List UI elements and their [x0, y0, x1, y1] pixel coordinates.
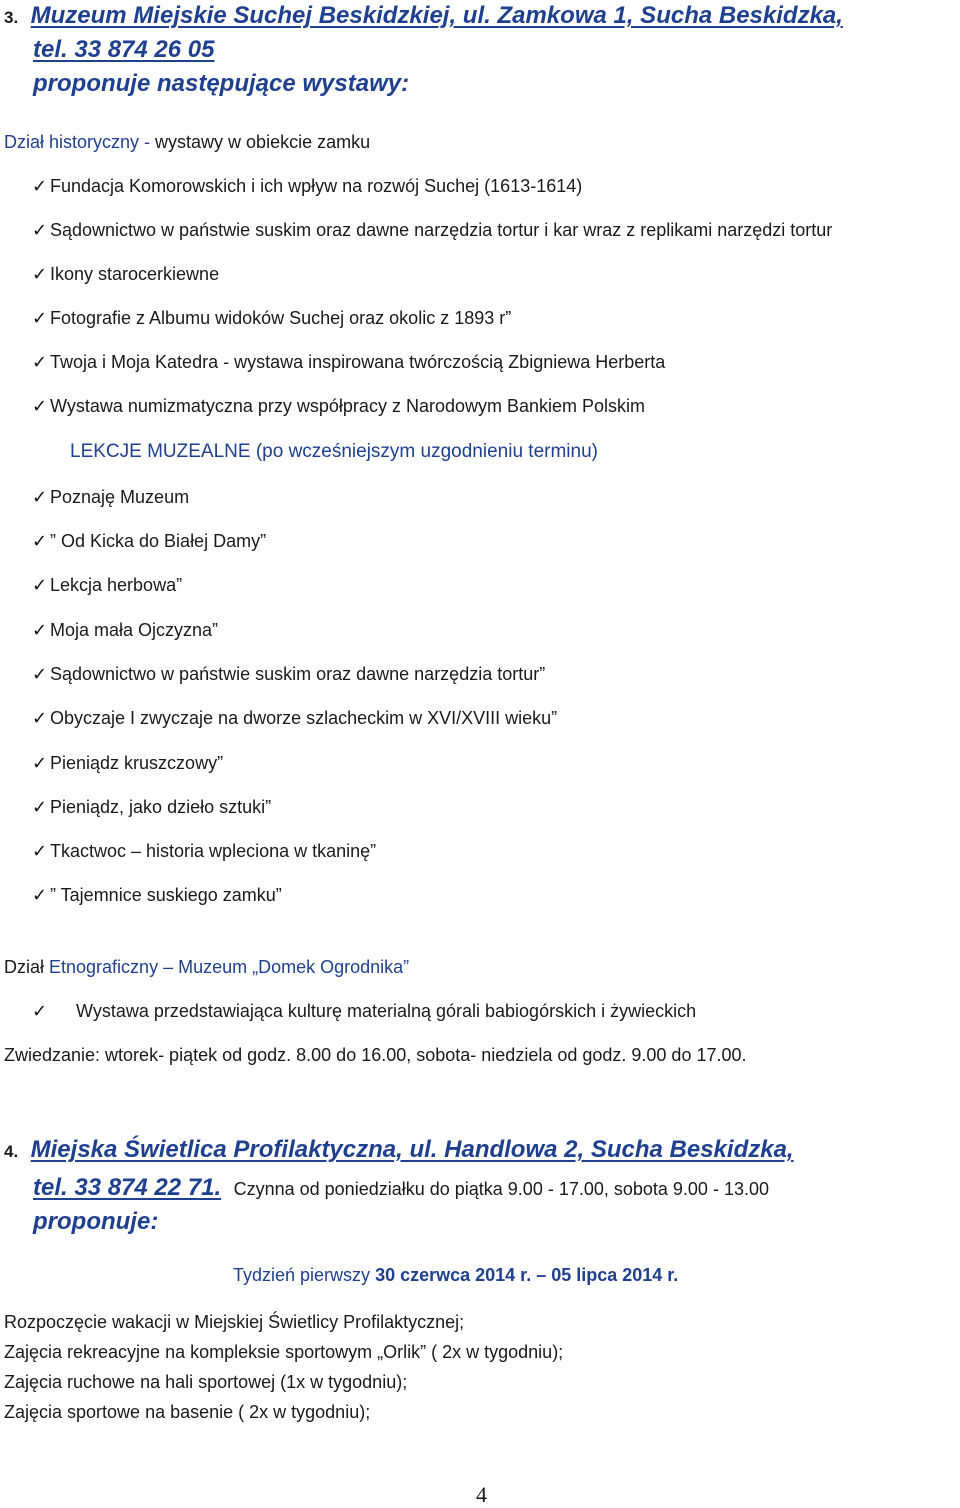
museum-lessons-note: (po wcześniejszym uzgodnieniu terminu) [250, 441, 598, 462]
center-contact-line [33, 1174, 769, 1202]
check-icon: ✓ [32, 220, 48, 240]
list-item: ✓ Sądownictwo w państwie suskim oraz dawne narzędzia tortur” [32, 664, 546, 684]
list-item: ✓ ” Od Kicka do Białej Damy” [32, 531, 267, 551]
historical-department [4, 132, 370, 153]
list-item: ✓ Wystawa przedstawiająca kulturę materialną górali babiogórskich i żywieckich [32, 1001, 697, 1021]
ethnographic-label-a: Dział [4, 957, 50, 977]
activity-line: Rozpoczęcie wakacji w Miejskiej Świetlicy Profilaktycznej; [4, 1312, 465, 1332]
center-phone: tel. 33 874 22 71. [33, 1174, 222, 1201]
check-icon: ✓ [32, 575, 48, 595]
section-4-heading [4, 1136, 794, 1164]
check-icon: ✓ [32, 396, 48, 416]
check-icon: ✓ [32, 531, 48, 551]
center-title: Miejska Świetlica Profilaktyczna, ul. Handlowa 2, Sucha Beskidzka, [30, 1136, 794, 1163]
museum-lessons-label: LEKCJE MUZEALNE [70, 441, 251, 462]
page-number: 4 [476, 1482, 487, 1507]
list-item: ✓ Sądownictwo w państwie suskim oraz dawne narzędzia tortur i kar wraz z replikami narzędzi tortur [32, 220, 833, 240]
center-hours: Czynna od poniedziałku do piątka 9.00 - 17.00, sobota 9.00 - 13.00 [233, 1179, 769, 1199]
museum-subtitle: proponuje następujące wystawy: [33, 70, 410, 97]
historical-department-label: Dział historyczny - [4, 132, 151, 152]
check-icon: ✓ [32, 797, 48, 817]
historical-department-desc: wystawy w obiekcie zamku [150, 132, 371, 152]
list-item: ✓ Ikony starocerkiewne [32, 264, 220, 284]
ethnographic-label-b: Etnograficzny – Muzeum „Domek Ogrodnika” [49, 957, 410, 977]
ethnographic-department [4, 957, 409, 978]
section-number: 3. [4, 8, 19, 27]
list-item: ✓ Tkactwoc – historia wpleciona w tkaninę” [32, 841, 377, 861]
week-label: Tydzień pierwszy [233, 1265, 376, 1285]
check-icon: ✓ [32, 1001, 48, 1021]
section-3-heading [4, 2, 843, 30]
check-icon: ✓ [32, 176, 48, 196]
list-item: ✓ Pieniądz, jako dzieło sztuki” [32, 797, 272, 817]
week-dates: 30 czerwca 2014 r. – 05 lipca 2014 r. [375, 1265, 679, 1285]
check-icon: ✓ [32, 620, 48, 640]
check-icon: ✓ [32, 753, 48, 773]
activity-line: Zajęcia rekreacyjne na kompleksie sportowym „Orlik” ( 2x w tygodniu); [4, 1342, 564, 1362]
activity-line: Zajęcia ruchowe na hali sportowej (1x w tygodniu); [4, 1372, 408, 1392]
list-item: ✓ Obyczaje I zwyczaje na dworze szlacheckim w XVI/XVIII wieku” [32, 708, 558, 728]
check-icon: ✓ [32, 487, 48, 507]
check-icon: ✓ [32, 664, 48, 684]
museum-phone: tel. 33 874 26 05 [33, 36, 215, 63]
list-item: ✓ Twoja i Moja Katedra - wystawa inspirowana twórczością Zbigniewa Herberta [32, 352, 666, 372]
check-icon: ✓ [32, 352, 48, 372]
check-icon: ✓ [32, 308, 48, 328]
museum-lessons-heading [70, 441, 598, 463]
center-subtitle: proponuje: [33, 1208, 159, 1235]
list-item: ✓ Fundacja Komorowskich i ich wpływ na rozwój Suchej (1613-1614) [32, 176, 583, 196]
list-item: ✓ Wystawa numizmatyczna przy współpracy z Narodowym Bankiem Polskim [32, 396, 646, 416]
list-item: ✓ Moja mała Ojczyzna” [32, 620, 219, 640]
list-item: ✓ Pieniądz kruszczowy” [32, 753, 224, 773]
section-number: 4. [4, 1142, 19, 1161]
check-icon: ✓ [32, 708, 48, 728]
check-icon: ✓ [32, 885, 48, 905]
list-item: ✓ Poznaję Muzeum [32, 487, 190, 507]
museum-title: Muzeum Miejskie Suchej Beskidzkiej, ul. Zamkowa 1, Sucha Beskidzka, [30, 2, 843, 29]
list-item: ✓ Fotografie z Albumu widoków Suchej oraz okolic z 1893 r” [32, 308, 512, 328]
visiting-hours: Zwiedzanie: wtorek- piątek od godz. 8.00 do 16.00, sobota- niedziela od godz. 9.00 do 17.00. [4, 1045, 747, 1065]
check-icon: ✓ [32, 264, 48, 284]
check-icon: ✓ [32, 841, 48, 861]
week-heading [233, 1265, 678, 1286]
activity-line: Zajęcia sportowe na basenie ( 2x w tygodniu); [4, 1402, 371, 1422]
list-item: ✓ ” Tajemnice suskiego zamku” [32, 885, 282, 905]
list-item: ✓ Lekcja herbowa” [32, 575, 183, 595]
